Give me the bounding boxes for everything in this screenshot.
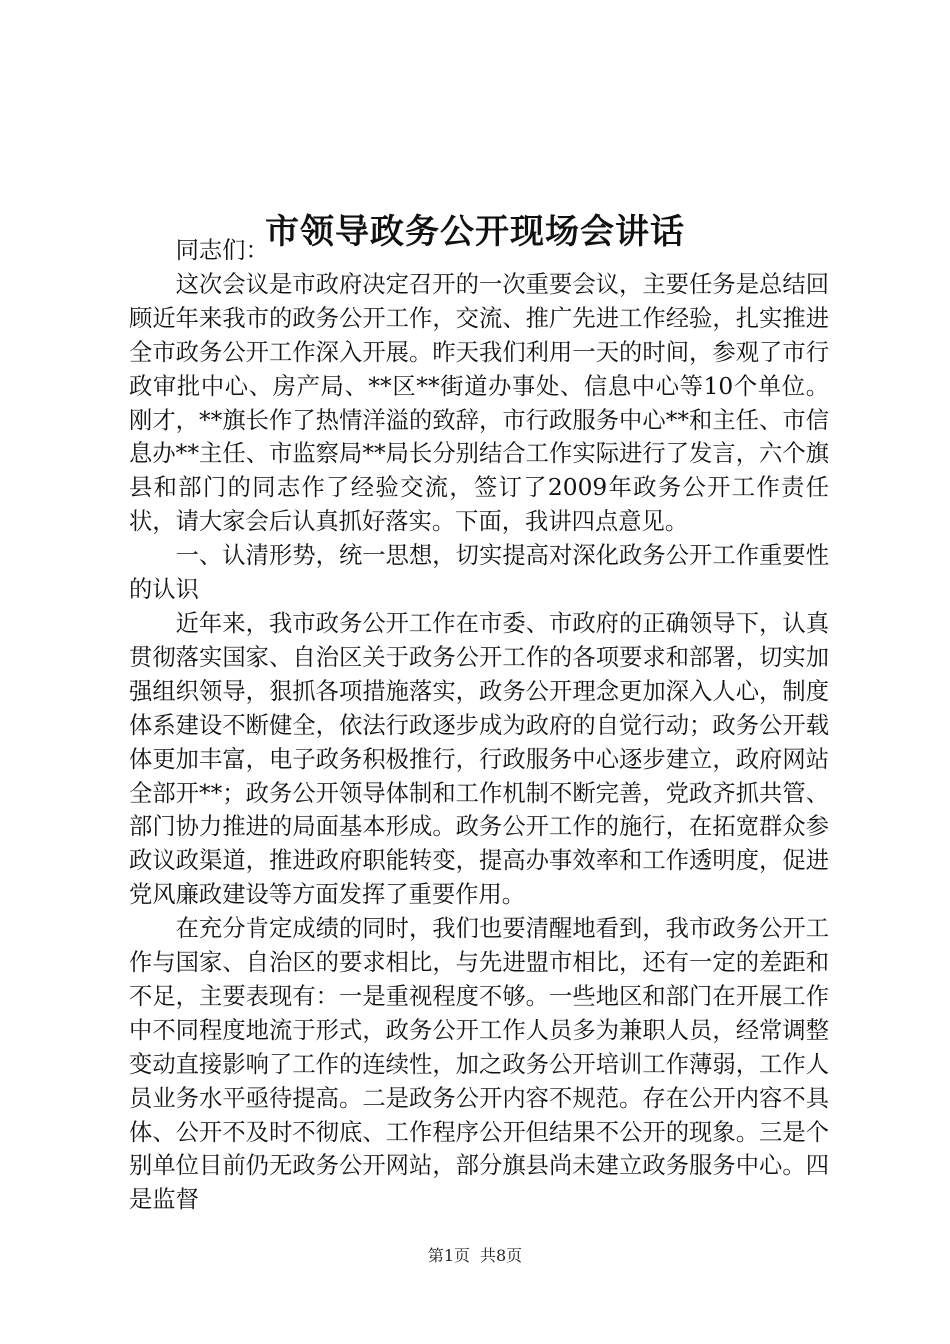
salutation-paragraph: 同志们：	[175, 237, 269, 264]
body-paragraph: 近年来，我市政务公开工作在市委、市政府的正确领导下，认真贯彻落实国家、自治区关于政务公开工作的各项要求和部署，切实加强组织领导，狠抓各项措施落实，政务公开理念更加深入人心，制度体系建设不断健全，依法行政逐步成为政府的自觉行动；政务公开载体更加丰富，电子政务积极推行，行政服务中心逐步建立，政府网站全部开**；政务公开领导体制和工作机制不断完善，党政齐抓共管、部门协力推进的局面基本形成。政务公开工作的施行，在拓宽群众参政议政渠道，推进政府职能转变，提高办事效率和工作透明度，促进党风廉政建设等方面发挥了重要作用。	[129, 609, 829, 909]
document-title: 市领导政务公开现场会讲话	[265, 211, 685, 252]
document-body	[129, 234, 829, 1217]
body-paragraph: 这次会议是市政府决定召开的一次重要会议，主要任务是总结回顾近年来我市的政务公开工作，交流、推广先进工作经验，扎实推进全市政务公开工作深入开展。昨天我们利用一天的时间，参观了市行政审批中心、房产局、**区**街道办事处、信息中心等10个单位。刚才，**旗长作了热情洋溢的致辞，市行政服务中心**和主任、市信息办**主任、市监察局**局长分别结合工作实际进行了发言，六个旗县和部门的同志作了经验交流，签订了2009年政务公开工作责任状，请大家会后认真抓好落实。下面，我讲四点意见。	[129, 270, 829, 536]
section-heading: 一、认清形势，统一思想，切实提高对深化政务公开工作重要性的认识	[129, 542, 829, 604]
page-number: 第1页	[427, 1246, 470, 1265]
body-paragraph: 在充分肯定成绩的同时，我们也要清醒地看到，我市政务公开工作与国家、自治区的要求相比，与先进盟市相比，还有一定的差距和不足，主要表现有：一是重视程度不够。一些地区和部门在开展工作中不同程度地流于形式，政务公开工作人员多为兼职人员，经常调整变动直接影响了工作的连续性，加之政务公开培训工作薄弱，工作人员业务水平亟待提高。二是政务公开内容不规范。存在公开内容不具体、公开不及时不彻底、工作程序公开但结果不公开的现象。三是个别单位目前仍无政务公开网站，部分旗县尚未建立政务服务中心。四是监督	[129, 915, 829, 1214]
page-footer	[0, 1244, 950, 1268]
page-total: 共8页	[480, 1246, 523, 1265]
